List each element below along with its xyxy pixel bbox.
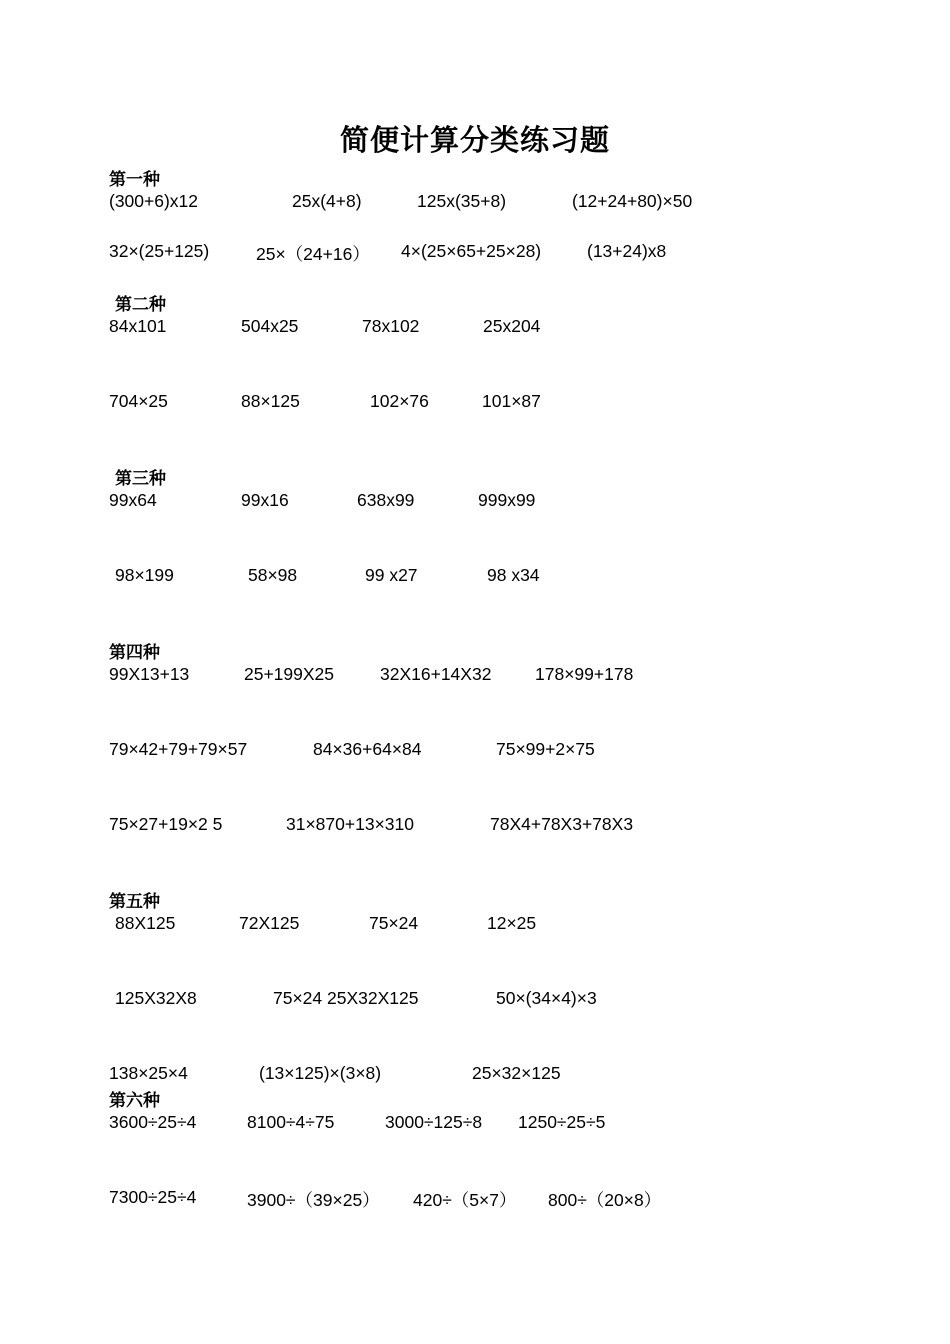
expression: 75×27+19×2 5	[109, 814, 223, 834]
expression: 1250÷25÷5	[518, 1112, 606, 1132]
expression: 25×（24+16）	[256, 244, 370, 264]
page-title: 简便计算分类练习题	[339, 123, 610, 157]
expression: 25x204	[483, 316, 541, 336]
section-heading-6: 第六种	[109, 1091, 160, 1111]
expression: 78x102	[362, 316, 420, 336]
expression: 88X125	[115, 913, 176, 933]
expression: 25×32×125	[472, 1063, 561, 1083]
expression: 178×99+178	[535, 664, 634, 684]
expression: 4×(25×65+25×28)	[401, 241, 542, 261]
expression: 420÷（5×7）	[413, 1190, 517, 1210]
expression: 75×99+2×75	[496, 739, 595, 759]
expression: 31×870+13×310	[286, 814, 414, 834]
section-heading-2: 第二种	[115, 295, 166, 315]
expression: 638x99	[357, 490, 415, 510]
expression: 75×24	[369, 913, 419, 933]
section-heading-1: 第一种	[109, 170, 160, 190]
expression: 79×42+79+79×57	[109, 739, 248, 759]
expression: 75×24 25X32X125	[273, 988, 419, 1008]
expression: 3000÷125÷8	[385, 1112, 483, 1132]
expression: 98 x34	[487, 565, 540, 585]
expression: 84×36+64×84	[313, 739, 422, 759]
expression: 25+199X25	[244, 664, 335, 684]
expression: 7300÷25÷4	[109, 1187, 197, 1207]
expression: (300+6)x12	[109, 191, 199, 211]
expression: 72X125	[239, 913, 300, 933]
section-heading-5: 第五种	[109, 892, 160, 912]
section-heading-3: 第三种	[115, 469, 166, 489]
expression: 88×125	[241, 391, 300, 411]
expression: 98×199	[115, 565, 174, 585]
expression: (13+24)x8	[587, 241, 667, 261]
expression: 12×25	[487, 913, 537, 933]
expression: 78X4+78X3+78X3	[490, 814, 634, 834]
expression: 704×25	[109, 391, 168, 411]
expression: 3900÷（39×25）	[247, 1190, 380, 1210]
expression: 138×25×4	[109, 1063, 188, 1083]
expression: 99X13+13	[109, 664, 190, 684]
expression: 99x16	[241, 490, 289, 510]
expression: 8100÷4÷75	[247, 1112, 335, 1132]
section-heading-4: 第四种	[109, 643, 160, 663]
expression: 50×(34×4)×3	[496, 988, 597, 1008]
expression: 125x(35+8)	[417, 191, 507, 211]
expression: 99x64	[109, 490, 157, 510]
expression: 102×76	[370, 391, 429, 411]
expression: 84x101	[109, 316, 167, 336]
expression: (13×125)×(3×8)	[259, 1063, 382, 1083]
expression: 999x99	[478, 490, 536, 510]
expression: 58×98	[248, 565, 298, 585]
expression: 32X16+14X32	[380, 664, 492, 684]
expression: 32×(25+125)	[109, 241, 210, 261]
expression: 99 x27	[365, 565, 418, 585]
expression: 125X32X8	[115, 988, 197, 1008]
expression: (12+24+80)×50	[572, 191, 693, 211]
expression: 504x25	[241, 316, 299, 336]
expression: 800÷（20×8）	[548, 1190, 662, 1210]
expression: 25x(4+8)	[292, 191, 362, 211]
expression: 101×87	[482, 391, 541, 411]
expression: 3600÷25÷4	[109, 1112, 197, 1132]
